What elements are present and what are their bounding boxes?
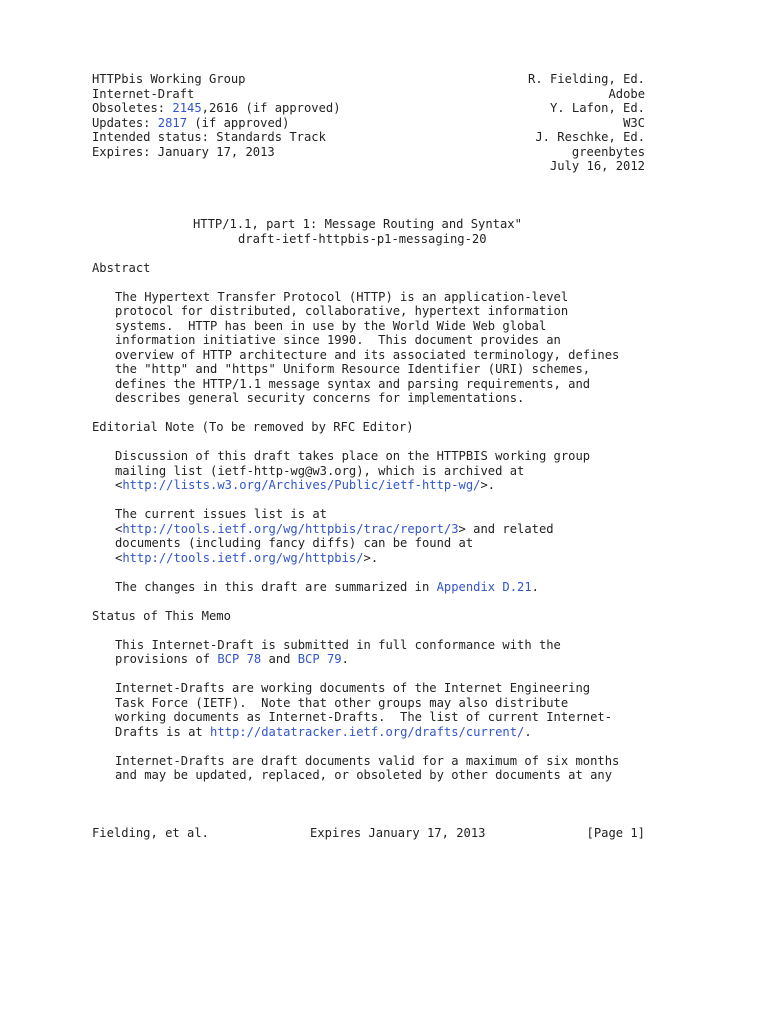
status-body: This Internet-Draft is submitted in full conformance with the provisions of BCP 78 and BCP 79. Internet-Drafts are working documents of the Internet Engineering Task Force (IETF). Note that other groups may also distribute working documents as Internet-Drafts. The list of current Internet- Drafts is at http://datatracker.ietf.org/drafts/current/. Internet-Drafts are draft documents valid for a maximum of six months and may be updated, replaced, or obsoleted by other documents at any	[115, 637, 620, 782]
footer-page-number: [Page 1]	[586, 826, 645, 840]
drafts-current-link[interactable]: http://datatracker.ietf.org/drafts/current/	[210, 724, 525, 739]
abstract-body: The Hypertext Transfer Protocol (HTTP) is an application-level protocol for distributed, collaborative, hypertext information systems. HTTP has been in use by the World Wide Web global information initiative since 1990. This document provides an overview of HTTP architecture and its associated terminology, defines the "http" and "https" Uniform Resource Identifier (URI) schemes, defines the HTTP/1.1 message syntax and parsing requirements, and describes general security concerns for implementations.	[115, 289, 620, 405]
header-working-group: HTTPbis Working Group	[92, 72, 246, 86]
mailing-list-archive-link[interactable]: http://lists.w3.org/Archives/Public/ietf-http-wg/	[122, 478, 481, 492]
header-obsoletes: Obsoletes: 2145,2616 (if approved)	[92, 101, 341, 115]
appendix-d21-link[interactable]: Appendix D.21	[436, 579, 532, 594]
abstract-heading: Abstract	[92, 260, 151, 275]
footer-expires: Expires January 17, 2013	[310, 826, 486, 840]
header-author-2: Y. Lafon, Ed.	[549, 101, 645, 115]
rfc-2145-link[interactable]: 2145	[172, 101, 202, 115]
rfc-2817-link[interactable]: 2817	[157, 115, 188, 130]
doc-draft-name: draft-ietf-httpbis-p1-messaging-20	[238, 231, 487, 246]
header-author-1: R. Fielding, Ed.	[528, 72, 645, 86]
header-doc-type: Internet-Draft	[92, 86, 195, 101]
header-author-3: J. Reschke, Ed.	[535, 130, 645, 144]
document-header	[92, 72, 645, 174]
header-org-1: Adobe	[608, 86, 645, 101]
bcp-78-link[interactable]: BCP 78	[217, 652, 262, 666]
header-expires: Expires: January 17, 2013	[92, 144, 275, 159]
editorial-body: Discussion of this draft takes place on the HTTPBIS working group mailing list (ietf-http-wg@w3.org), which is archived at <http://lists.w3.org/Archives/Public/ietf-http-wg/>. The current issues list is at <http://tools.ietf.org/wg/httpbis/trac/report/3> and related documents (including fancy diffs) can be found at <http://tools.ietf.org/wg/httpbis/>. The changes in this draft are summarized in Appendix D.21.	[115, 449, 591, 594]
header-org-3: greenbytes	[571, 144, 645, 159]
header-org-2: W3C	[623, 115, 645, 130]
editorial-heading: Editorial Note (To be removed by RFC Editor)	[92, 420, 414, 434]
issues-list-link[interactable]: http://tools.ietf.org/wg/httpbis/trac/report/3	[122, 521, 459, 536]
header-updates: Updates: 2817 (if approved)	[92, 115, 290, 130]
header-intended-status: Intended status: Standards Track	[92, 130, 326, 144]
footer-authors: Fielding, et al.	[92, 826, 209, 840]
doc-title: HTTP/1.1, part 1: Message Routing and Syntax"	[193, 217, 522, 231]
rfc-page	[92, 72, 645, 841]
httpbis-wg-link[interactable]: http://tools.ietf.org/wg/httpbis/	[122, 550, 364, 565]
status-heading: Status of This Memo	[92, 608, 231, 623]
bcp-79-link[interactable]: BCP 79	[297, 652, 342, 666]
header-date: July 16, 2012	[549, 159, 645, 173]
page-footer	[92, 826, 645, 841]
